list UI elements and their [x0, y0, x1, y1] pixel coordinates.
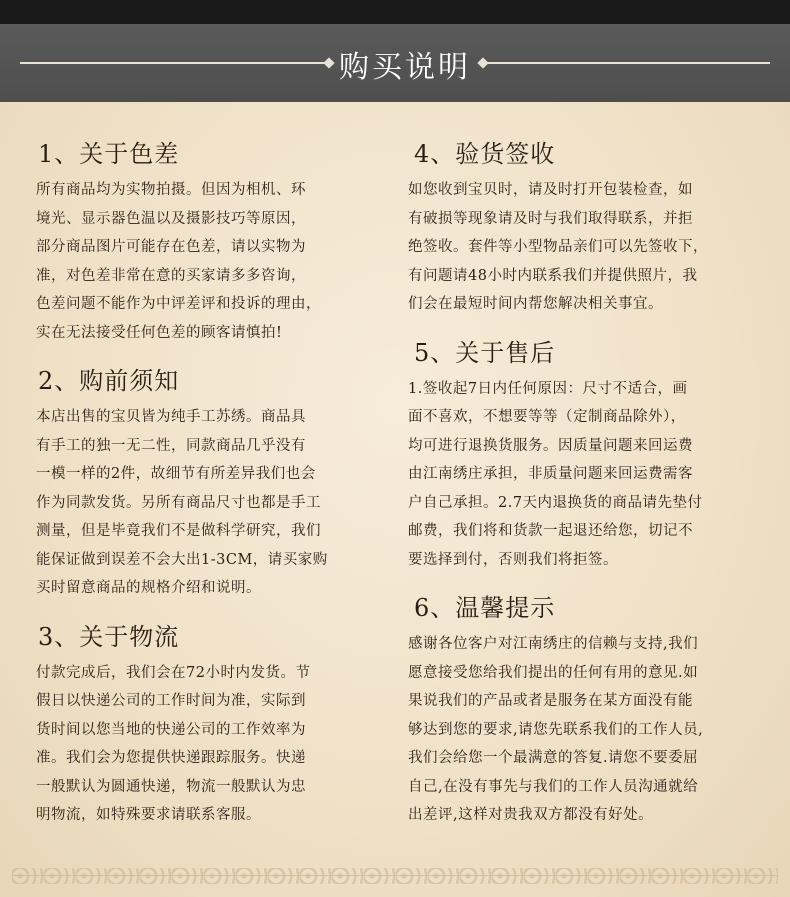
body-line: 假日以快递公司的工作时间为准，实际到: [36, 693, 306, 709]
pre-purchase-heading: 2、购前须知: [38, 367, 180, 395]
inspection-heading: 4、验货签收: [414, 140, 556, 168]
after-sales-heading: 5、关于售后: [414, 338, 556, 367]
body-line: 明物流，如特殊要求请联系客服。: [36, 807, 261, 823]
after-sales-section: [408, 331, 758, 575]
after-sales-body: [408, 375, 758, 575]
tips-section: [408, 586, 758, 830]
logistics-section: [36, 615, 388, 830]
body-line: 感谢各位客户对江南绣庄的信赖与支持,我们: [408, 636, 699, 652]
color-difference-section: [36, 132, 388, 347]
top-bar: [0, 0, 790, 24]
body-line: 果说我们的产品或者是服务在某方面没有能: [408, 693, 693, 709]
body-line: 一模一样的2件，故细节有所差异我们也会: [36, 466, 316, 482]
body-line: 一般默认为圆通快递，物流一般默认为忠: [36, 778, 306, 795]
decorative-footer-border: [12, 868, 778, 884]
body-line: 们会在最短时间内帮您解决相关事宜。: [408, 296, 663, 312]
page-title: 购买说明: [339, 50, 471, 85]
body-line: 境光、显示器色温以及摄影技巧等原因，: [36, 210, 306, 227]
body-line: 实在无法接受任何色差的顾客请慎拍!: [36, 324, 283, 341]
body-line: 本店出售的宝贝皆为纯手工苏绣。商品具: [36, 409, 306, 425]
tips-heading: 6、温馨提示: [414, 594, 556, 622]
body-line: 测量，但是毕竟我们不是做科学研究，我们: [36, 523, 321, 539]
color-difference-heading: 1、关于色差: [38, 140, 180, 168]
body-line: 自己,在没有事先与我们的工作人员沟通就给: [408, 778, 699, 795]
body-line: 1.签收起7日内任何原因：尺寸不适合，画: [408, 380, 688, 397]
body-line: 买时留意商品的规格介绍和说明。: [36, 580, 261, 596]
header-rule-left: [20, 62, 325, 64]
body-line: 准。我们会为您提供快递跟踪服务。快递: [36, 750, 306, 766]
inspection-section: [408, 132, 758, 319]
body-line: 作为同款发货。另所有商品尺寸也都是手工: [36, 494, 321, 511]
body-line: 愿意接受您给我们提出的任何有用的意见.如: [408, 664, 699, 681]
header-banner: [0, 24, 790, 102]
body-line: 我们会给您一个最满意的答复.请您不要委屈: [408, 750, 699, 766]
header-rule-right: [485, 62, 770, 64]
pre-purchase-body: [36, 403, 388, 603]
body-line: 面不喜欢，不想要等等（定制商品除外），: [408, 409, 686, 425]
body-line: 够达到您的要求,请您先联系我们的工作人员,: [408, 721, 704, 738]
body-line: 色差问题不能作为中评差评和投诉的理由，: [36, 296, 321, 312]
inspection-body: [408, 176, 758, 319]
body-line: 如您收到宝贝时，请及时打开包装检查，如: [408, 182, 693, 198]
color-difference-body: [36, 176, 388, 347]
body-line: 货时间以您当地的快递公司的工作效率为: [36, 721, 306, 738]
body-line: 有手工的独一无二性，同款商品几乎没有: [36, 437, 306, 454]
right-column: [408, 132, 758, 842]
body-line: 要选择到付，否则我们将拒签。: [408, 551, 618, 568]
body-line: 准，对色差非常在意的买家请多多咨询，: [36, 267, 306, 284]
left-column: [36, 132, 388, 842]
body-line: 付款完成后，我们会在72小时内发货。节: [36, 664, 311, 681]
body-line: 能保证做到误差不会大出1-3CM，请买家购: [36, 551, 328, 568]
body-line: 部分商品图片可能存在色差，请以实物为: [36, 239, 306, 255]
body-line: 出差评,这样对贵我双方都没有好处。: [408, 807, 654, 823]
body-line: 均可进行退换货服务。因质量问题来回运费: [408, 437, 693, 454]
tips-body: [408, 630, 758, 830]
body-line: 有问题请48小时内联系我们并提供照片，我: [408, 267, 698, 284]
body-line: 邮费，我们将和货款一起退还给您，切记不: [408, 523, 693, 539]
body-line: 绝签收。套件等小型物品亲们可以先签收下，: [408, 239, 708, 255]
logistics-body: [36, 659, 388, 830]
body-line: 有破损等现象请及时与我们取得联系，并拒: [408, 210, 693, 227]
body-line: 户自己承担。2.7天内退换货的商品请先垫付: [408, 494, 703, 511]
pre-purchase-section: [36, 359, 388, 603]
body-line: 由江南绣庄承担，非质量问题来回运费需客: [408, 466, 693, 482]
body-line: 所有商品均为实物拍摄。但因为相机、环: [36, 182, 306, 198]
logistics-heading: 3、关于物流: [38, 622, 180, 651]
